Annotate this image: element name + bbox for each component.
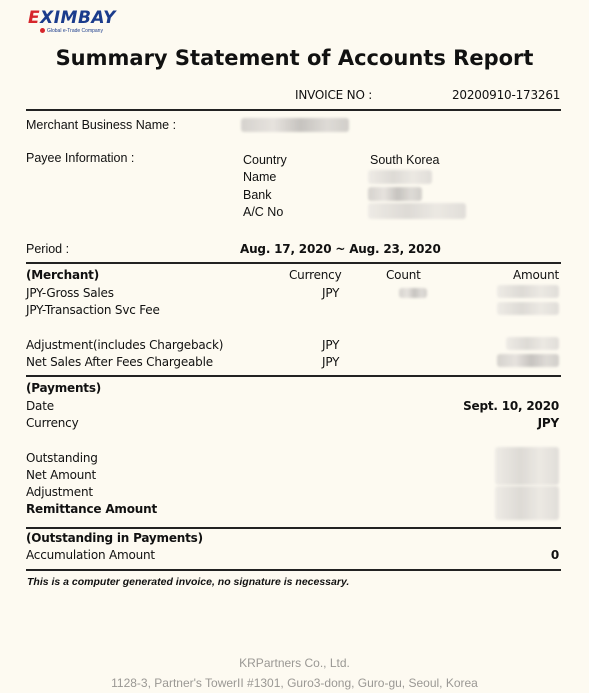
col-amount-header: Amount [513,268,559,282]
payments-heading: (Payments) [26,381,102,395]
adjustment-label: Adjustment [26,485,93,499]
merchant-row-label: JPY-Gross Sales [26,286,114,300]
redacted-payee-name [368,170,432,184]
divider-bottom [26,569,561,571]
outstanding-label: Outstanding [26,451,98,465]
payee-country-label: Country [243,153,287,167]
period-label: Period : [26,242,70,256]
period-value: Aug. 17, 2020 ~ Aug. 23, 2020 [240,242,441,256]
merchant-row-label: Adjustment(includes Chargeback) [26,338,224,352]
net-amount-label: Net Amount [26,468,97,482]
eximbay-logo [28,9,128,39]
merchant-row-label: JPY-Transaction Svc Fee [26,303,160,317]
merchant-row-currency: JPY [322,355,340,369]
report-title: Summary Statement of Accounts Report [55,46,534,70]
payee-acno-label: A/C No [243,205,284,219]
divider-payments [26,375,561,377]
accumulation-amount-value: 0 [550,548,559,562]
redacted-payment-amounts [495,447,559,485]
footer-company: KRPartners Co., Ltd. [239,656,350,670]
redacted-payee-bank [368,187,422,201]
merchant-business-name-label: Merchant Business Name : [26,118,177,132]
divider-merchant [26,262,561,264]
payment-currency-label: Currency [26,416,79,430]
remittance-amount-label: Remittance Amount [26,502,157,516]
redacted-amount [497,285,559,298]
col-currency-header: Currency [289,268,342,282]
accumulation-amount-label: Accumulation Amount [26,548,155,562]
logo-wordmark-rest: XIMBAY [40,8,116,28]
outstanding-payments-heading: (Outstanding in Payments) [26,531,203,545]
logo-tagline: Global e-Trade Company [47,28,103,34]
payment-date-value: Sept. 10, 2020 [463,399,559,413]
redacted-amount [506,337,559,350]
payee-country-value: South Korea [370,153,440,167]
divider-top [26,109,561,111]
merchant-row-label: Net Sales After Fees Chargeable [26,355,213,369]
footer-address: 1128-3, Partner's TowerII #1301, Guro3-dong, Guro-gu, Seoul, Korea [111,676,478,690]
redacted-amount [497,354,559,367]
redacted-merchant-name [241,118,349,132]
logo-letter-e: E [28,8,41,28]
payee-name-label: Name [243,170,277,184]
redacted-amount [497,302,559,315]
merchant-heading: (Merchant) [26,268,100,282]
redacted-count [399,288,427,298]
redacted-payee-acno [368,203,466,219]
divider-outstanding [26,527,561,529]
globe-icon [40,28,45,33]
payee-info-label: Payee Information : [26,151,135,165]
merchant-row-currency: JPY [322,338,340,352]
payment-date-label: Date [26,399,54,413]
payee-bank-label: Bank [243,188,272,202]
col-count-header: Count [386,268,421,282]
invoice-label: INVOICE NO : [295,88,373,102]
payment-currency-value: JPY [537,416,559,430]
computer-generated-note: This is a computer generated invoice, no signature is necessary. [27,576,350,588]
merchant-row-currency: JPY [322,286,340,300]
redacted-remittance-amount [495,486,559,520]
invoice-number: 20200910-173261 [452,88,561,102]
